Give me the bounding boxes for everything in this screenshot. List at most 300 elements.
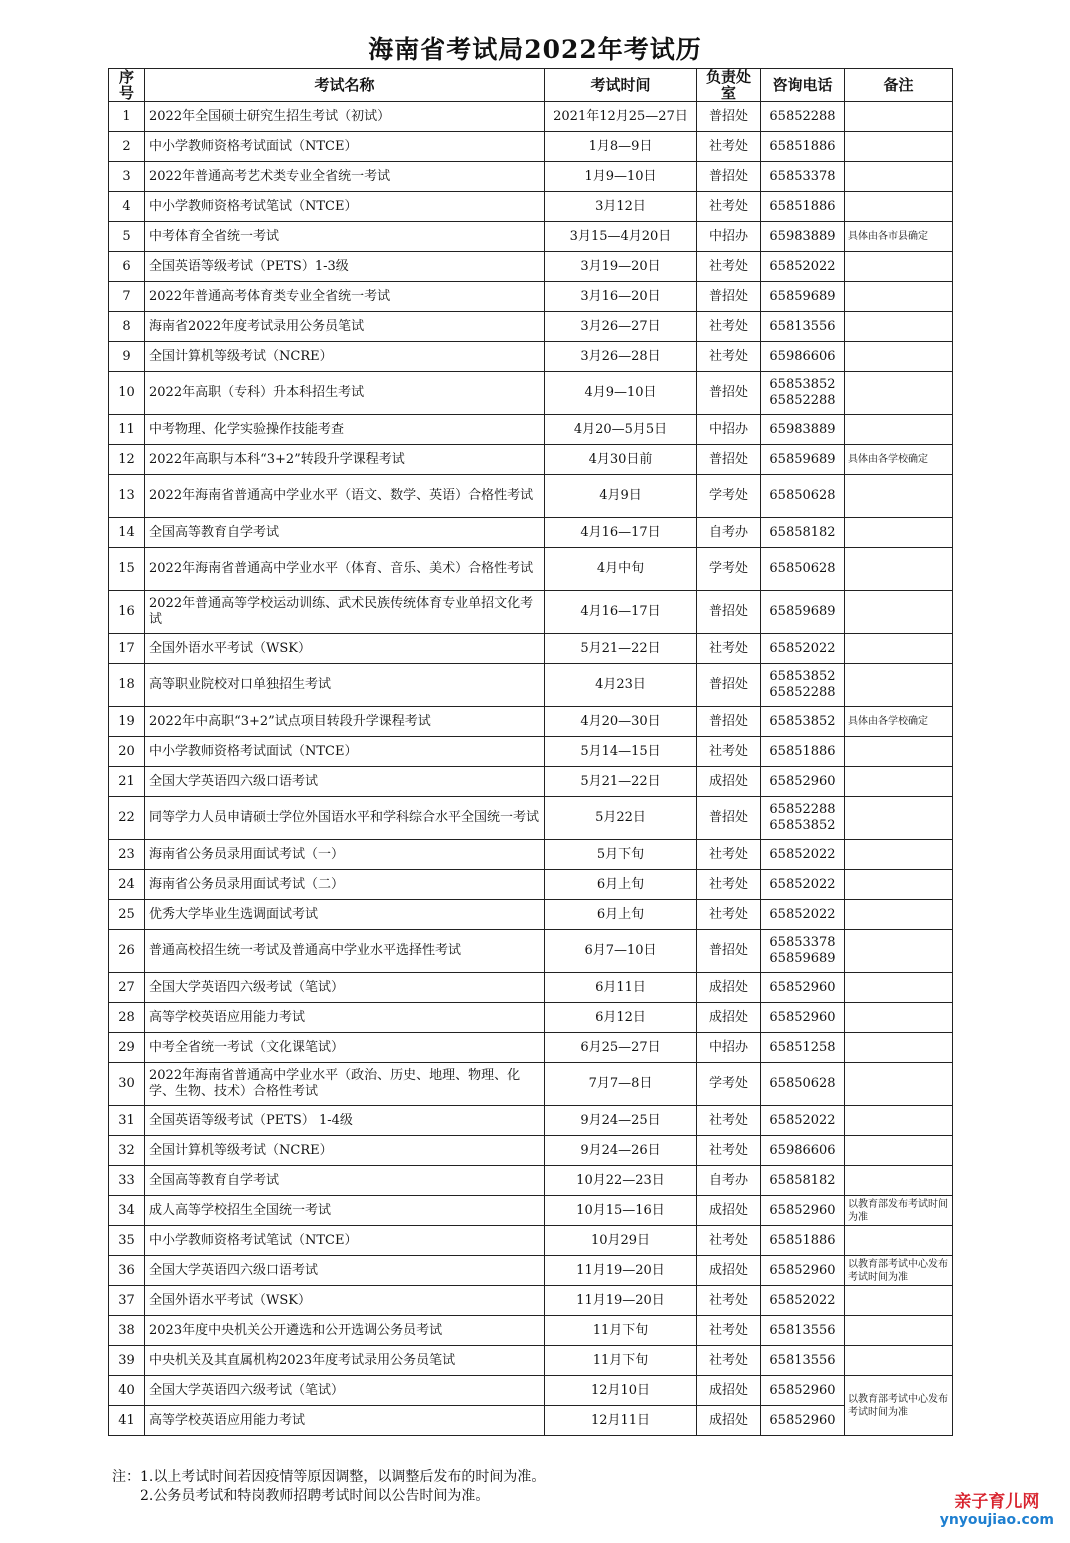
table-header-row [109, 69, 953, 102]
exam-name: 普通高校招生统一考试及普通高中学业水平选择性考试 [145, 930, 545, 973]
phone-number: 65859689 [769, 288, 836, 304]
exam-time: 11月19—20日 [545, 1256, 697, 1286]
phone-number: 65859689 [769, 951, 836, 966]
row-no: 31 [109, 1106, 145, 1136]
exam-name: 全国外语水平考试（WSK） [145, 634, 545, 664]
office: 社考处 [697, 1346, 761, 1376]
note: 具体由各学校确定 [845, 707, 953, 737]
table-row [109, 930, 953, 973]
office: 社考处 [697, 1286, 761, 1316]
table-row [109, 1196, 953, 1226]
exam-time: 4月30日前 [545, 445, 697, 475]
phone-cell [761, 634, 845, 664]
table-row [109, 1063, 953, 1106]
phone-cell [761, 475, 845, 518]
office: 社考处 [697, 870, 761, 900]
row-no: 22 [109, 797, 145, 840]
exam-time: 4月20—30日 [545, 707, 697, 737]
phone-number: 65850628 [769, 1076, 836, 1091]
phone-number: 65859689 [769, 604, 836, 619]
exam-time: 6月上旬 [545, 900, 697, 930]
phone-cell [761, 973, 845, 1003]
phone-number: 65853378 [769, 935, 836, 950]
row-no: 15 [109, 548, 145, 591]
note [845, 1063, 953, 1106]
phone-number: 65852288 [769, 108, 836, 124]
row-no: 33 [109, 1166, 145, 1196]
office: 社考处 [697, 737, 761, 767]
exam-time: 4月16—17日 [545, 591, 697, 634]
exam-time: 5月下旬 [545, 840, 697, 870]
phone-number: 65852022 [769, 1112, 836, 1128]
table-row [109, 1033, 953, 1063]
exam-name: 全国计算机等级考试（NCRE） [145, 1136, 545, 1166]
phone-number: 65813556 [769, 1352, 836, 1368]
phone-cell [761, 767, 845, 797]
phone-cell [761, 870, 845, 900]
exam-time: 10月15—16日 [545, 1196, 697, 1226]
table-row [109, 415, 953, 445]
phone-number: 65813556 [769, 318, 836, 334]
exam-calendar-table [108, 68, 953, 1436]
exam-name: 海南省公务员录用面试考试（二） [145, 870, 545, 900]
table-row [109, 1106, 953, 1136]
exam-name: 2023年度中央机关公开遴选和公开选调公务员考试 [145, 1316, 545, 1346]
phone-cell [761, 445, 845, 475]
note [845, 162, 953, 192]
phone-cell [761, 840, 845, 870]
table-row [109, 1286, 953, 1316]
note [845, 252, 953, 282]
table-row [109, 548, 953, 591]
note [845, 870, 953, 900]
phone-number: 65813556 [769, 1322, 836, 1338]
phone-number: 65852288 [769, 393, 836, 408]
table-row [109, 445, 953, 475]
phone-number: 65986606 [769, 1142, 836, 1158]
phone-number: 65852022 [769, 876, 836, 892]
row-no: 30 [109, 1063, 145, 1106]
note [845, 737, 953, 767]
note [845, 767, 953, 797]
phone-cell [761, 591, 845, 634]
exam-name: 高等职业院校对口单独招生考试 [145, 664, 545, 707]
office: 中招办 [697, 1033, 761, 1063]
office: 自考办 [697, 1166, 761, 1196]
exam-time: 1月8—9日 [545, 132, 697, 162]
footnote-2: 2.公务员考试和特岗教师招聘考试时间以公告时间为准。 [112, 1488, 490, 1504]
office: 成招处 [697, 1376, 761, 1406]
exam-name: 全国英语等级考试（PETS） 1-4级 [145, 1106, 545, 1136]
phone-number: 65852022 [769, 906, 836, 922]
table-row [109, 132, 953, 162]
office: 中招办 [697, 222, 761, 252]
table-row [109, 1166, 953, 1196]
office: 普招处 [697, 282, 761, 312]
phone-number: 65852960 [769, 979, 836, 995]
table-row [109, 591, 953, 634]
phone-number: 65850628 [769, 561, 836, 576]
phone-number: 65853852 [769, 818, 836, 833]
exam-name: 高等学校英语应用能力考试 [145, 1003, 545, 1033]
table-row [109, 1226, 953, 1256]
exam-time: 1月9—10日 [545, 162, 697, 192]
note [845, 1003, 953, 1033]
exam-name: 2022年海南省普通高中学业水平（政治、历史、地理、物理、化学、生物、技术）合格性考试 [145, 1063, 545, 1106]
row-no: 24 [109, 870, 145, 900]
exam-time: 4月9日 [545, 475, 697, 518]
phone-number: 65858182 [769, 524, 836, 540]
table-row [109, 1316, 953, 1346]
note: 以教育部发布考试时间为准 [845, 1196, 953, 1226]
exam-name: 全国计算机等级考试（NCRE） [145, 342, 545, 372]
phone-cell [761, 1003, 845, 1033]
office: 社考处 [697, 1226, 761, 1256]
exam-time: 9月24—26日 [545, 1136, 697, 1166]
row-no: 17 [109, 634, 145, 664]
row-no: 23 [109, 840, 145, 870]
note [845, 591, 953, 634]
phone-cell [761, 222, 845, 252]
note [845, 1346, 953, 1376]
exam-name: 全国大学英语四六级口语考试 [145, 767, 545, 797]
table-row [109, 342, 953, 372]
exam-time: 12月11日 [545, 1406, 697, 1436]
phone-cell [761, 342, 845, 372]
exam-time: 5月21—22日 [545, 767, 697, 797]
office: 普招处 [697, 664, 761, 707]
phone-cell [761, 252, 845, 282]
row-no: 35 [109, 1226, 145, 1256]
note: 具体由各学校确定 [845, 445, 953, 475]
exam-time: 10月29日 [545, 1226, 697, 1256]
exam-time: 3月19—20日 [545, 252, 697, 282]
phone-cell [761, 664, 845, 707]
header-phone: 咨询电话 [761, 69, 845, 102]
row-no: 1 [109, 102, 145, 132]
office: 社考处 [697, 252, 761, 282]
exam-name: 中小学教师资格考试面试（NTCE） [145, 737, 545, 767]
watermark-line1: 亲子育儿网 [954, 1492, 1040, 1512]
office: 社考处 [697, 1136, 761, 1166]
note [845, 1136, 953, 1166]
table-row [109, 900, 953, 930]
office: 中招办 [697, 415, 761, 445]
note [845, 518, 953, 548]
exam-time: 6月12日 [545, 1003, 697, 1033]
phone-cell [761, 1256, 845, 1286]
row-no: 21 [109, 767, 145, 797]
exam-name: 全国大学英语四六级考试（笔试） [145, 973, 545, 1003]
note [845, 1033, 953, 1063]
phone-number: 65852960 [769, 1382, 836, 1398]
exam-name: 2022年高职（专科）升本科招生考试 [145, 372, 545, 415]
note [845, 102, 953, 132]
phone-number: 65983889 [769, 228, 836, 244]
phone-number: 65851886 [769, 198, 836, 214]
office: 成招处 [697, 1256, 761, 1286]
phone-number: 65852288 [769, 802, 836, 817]
table-row [109, 1136, 953, 1166]
exam-name: 全国高等教育自学考试 [145, 518, 545, 548]
phone-number: 65853852 [769, 669, 836, 684]
table-row [109, 222, 953, 252]
table-row [109, 192, 953, 222]
table-body [109, 102, 953, 1436]
exam-time: 6月25—27日 [545, 1033, 697, 1063]
row-no: 2 [109, 132, 145, 162]
phone-cell [761, 1406, 845, 1436]
row-no: 16 [109, 591, 145, 634]
note [845, 930, 953, 973]
row-no: 26 [109, 930, 145, 973]
exam-time: 4月9—10日 [545, 372, 697, 415]
office: 社考处 [697, 132, 761, 162]
exam-name: 全国高等教育自学考试 [145, 1166, 545, 1196]
phone-number: 65851258 [769, 1039, 836, 1055]
exam-name: 全国大学英语四六级口语考试 [145, 1256, 545, 1286]
phone-cell [761, 930, 845, 973]
exam-name: 成人高等学校招生全国统一考试 [145, 1196, 545, 1226]
phone-number: 65851886 [769, 743, 836, 759]
phone-cell [761, 372, 845, 415]
table-row [109, 1376, 953, 1406]
row-no: 32 [109, 1136, 145, 1166]
phone-cell [761, 102, 845, 132]
note [845, 634, 953, 664]
phone-number: 65850628 [769, 488, 836, 503]
exam-name: 2022年海南省普通高中学业水平（语文、数学、英语）合格性考试 [145, 475, 545, 518]
watermark-logo [940, 1493, 1054, 1529]
exam-name: 2022年全国硕士研究生招生考试（初试） [145, 102, 545, 132]
table-row [109, 973, 953, 1003]
phone-number: 65852022 [769, 846, 836, 862]
exam-time: 11月19—20日 [545, 1286, 697, 1316]
note [845, 664, 953, 707]
phone-number: 65858182 [769, 1172, 836, 1188]
note [845, 548, 953, 591]
phone-number: 65851886 [769, 138, 836, 154]
exam-time: 5月22日 [545, 797, 697, 840]
note [845, 1106, 953, 1136]
row-no: 8 [109, 312, 145, 342]
note: 以教育部考试中心发布考试时间为准 [845, 1256, 953, 1286]
exam-time: 4月23日 [545, 664, 697, 707]
office: 普招处 [697, 162, 761, 192]
phone-cell [761, 737, 845, 767]
table-row [109, 252, 953, 282]
office: 学考处 [697, 548, 761, 591]
row-no: 37 [109, 1286, 145, 1316]
phone-cell [761, 1286, 845, 1316]
phone-cell [761, 797, 845, 840]
office: 社考处 [697, 1316, 761, 1346]
phone-number: 65852022 [769, 258, 836, 274]
phone-number: 65852960 [769, 1202, 836, 1218]
table-row [109, 282, 953, 312]
note: 具体由各市县确定 [845, 222, 953, 252]
note [845, 342, 953, 372]
table-row [109, 1003, 953, 1033]
office: 普招处 [697, 445, 761, 475]
footnotes [112, 1468, 545, 1506]
note [845, 312, 953, 342]
phone-cell [761, 132, 845, 162]
phone-number: 65852960 [769, 1009, 836, 1025]
office: 自考办 [697, 518, 761, 548]
row-no: 14 [109, 518, 145, 548]
row-no: 5 [109, 222, 145, 252]
office: 社考处 [697, 900, 761, 930]
exam-time: 3月26—28日 [545, 342, 697, 372]
exam-time: 9月24—25日 [545, 1106, 697, 1136]
note [845, 973, 953, 1003]
table-row [109, 797, 953, 840]
office: 普招处 [697, 707, 761, 737]
office: 学考处 [697, 1063, 761, 1106]
phone-number: 65852022 [769, 640, 836, 656]
phone-cell [761, 1136, 845, 1166]
note [845, 900, 953, 930]
note [845, 1316, 953, 1346]
exam-name: 2022年海南省普通高中学业水平（体育、音乐、美术）合格性考试 [145, 548, 545, 591]
exam-time: 3月12日 [545, 192, 697, 222]
exam-time: 6月7—10日 [545, 930, 697, 973]
office: 成招处 [697, 973, 761, 1003]
row-no: 4 [109, 192, 145, 222]
note [845, 1226, 953, 1256]
header-note: 备注 [845, 69, 953, 102]
table-row [109, 1256, 953, 1286]
exam-time: 11月下旬 [545, 1316, 697, 1346]
note: 以教育部考试中心发布考试时间为准 [845, 1376, 953, 1436]
phone-number: 65852960 [769, 1262, 836, 1278]
table-row [109, 102, 953, 132]
note [845, 840, 953, 870]
exam-time: 3月15—4月20日 [545, 222, 697, 252]
exam-name: 2022年普通高等学校运动训练、武术民族传统体育专业单招文化考试 [145, 591, 545, 634]
phone-number: 65853378 [769, 168, 836, 184]
row-no: 39 [109, 1346, 145, 1376]
exam-name: 2022年普通高考体育类专业全省统一考试 [145, 282, 545, 312]
table-row [109, 737, 953, 767]
row-no: 3 [109, 162, 145, 192]
exam-name: 全国大学英语四六级考试（笔试） [145, 1376, 545, 1406]
phone-number: 65853852 [769, 713, 836, 729]
phone-cell [761, 1106, 845, 1136]
exam-time: 3月26—27日 [545, 312, 697, 342]
office: 普招处 [697, 102, 761, 132]
phone-cell [761, 1346, 845, 1376]
exam-name: 中央机关及其直属机构2023年度考试录用公务员笔试 [145, 1346, 545, 1376]
phone-cell [761, 1033, 845, 1063]
row-no: 28 [109, 1003, 145, 1033]
row-no: 19 [109, 707, 145, 737]
row-no: 12 [109, 445, 145, 475]
row-no: 38 [109, 1316, 145, 1346]
exam-time: 6月11日 [545, 973, 697, 1003]
phone-cell [761, 1226, 845, 1256]
office: 成招处 [697, 1406, 761, 1436]
note [845, 797, 953, 840]
exam-name: 优秀大学毕业生选调面试考试 [145, 900, 545, 930]
phone-cell [761, 1196, 845, 1226]
exam-time: 4月中旬 [545, 548, 697, 591]
exam-name: 2022年普通高考艺术类专业全省统一考试 [145, 162, 545, 192]
phone-cell [761, 1376, 845, 1406]
exam-time: 6月上旬 [545, 870, 697, 900]
exam-name: 海南省2022年度考试录用公务员笔试 [145, 312, 545, 342]
row-no: 36 [109, 1256, 145, 1286]
phone-number: 65986606 [769, 348, 836, 364]
row-no: 11 [109, 415, 145, 445]
row-no: 9 [109, 342, 145, 372]
header-exam-time: 考试时间 [545, 69, 697, 102]
header-no: 序号 [109, 69, 145, 102]
phone-cell [761, 312, 845, 342]
exam-name: 中考全省统一考试（文化课笔试） [145, 1033, 545, 1063]
phone-cell [761, 415, 845, 445]
phone-cell [761, 282, 845, 312]
exam-time: 4月20—5月5日 [545, 415, 697, 445]
phone-number: 65852022 [769, 1292, 836, 1308]
phone-cell [761, 518, 845, 548]
exam-name: 2022年高职与本科“3+2”转段升学课程考试 [145, 445, 545, 475]
office: 普招处 [697, 930, 761, 973]
exam-name: 中考体育全省统一考试 [145, 222, 545, 252]
table-row [109, 707, 953, 737]
phone-number: 65859689 [769, 451, 836, 467]
office: 成招处 [697, 1003, 761, 1033]
row-no: 41 [109, 1406, 145, 1436]
exam-time: 5月14—15日 [545, 737, 697, 767]
row-no: 10 [109, 372, 145, 415]
phone-cell [761, 900, 845, 930]
footnote-1: 注：1.以上考试时间若因疫情等原因调整，以调整后发布的时间为准。 [112, 1469, 546, 1485]
header-exam-name: 考试名称 [145, 69, 545, 102]
office: 成招处 [697, 767, 761, 797]
note [845, 372, 953, 415]
phone-cell [761, 1166, 845, 1196]
exam-time: 7月7—8日 [545, 1063, 697, 1106]
exam-name: 全国英语等级考试（PETS）1-3级 [145, 252, 545, 282]
office: 普招处 [697, 591, 761, 634]
office: 普招处 [697, 372, 761, 415]
row-no: 27 [109, 973, 145, 1003]
note [845, 415, 953, 445]
note [845, 282, 953, 312]
exam-name: 全国外语水平考试（WSK） [145, 1286, 545, 1316]
phone-cell [761, 1063, 845, 1106]
row-no: 34 [109, 1196, 145, 1226]
exam-name: 中小学教师资格考试面试（NTCE） [145, 132, 545, 162]
header-office: 负责处室 [697, 69, 761, 102]
table-row [109, 372, 953, 415]
exam-name: 2022年中高职“3+2”试点项目转段升学课程考试 [145, 707, 545, 737]
note [845, 192, 953, 222]
row-no: 29 [109, 1033, 145, 1063]
exam-time: 11月下旬 [545, 1346, 697, 1376]
page-title: 海南省考试局2022年考试历 [368, 35, 702, 64]
exam-name: 中考物理、化学实验操作技能考查 [145, 415, 545, 445]
phone-cell [761, 707, 845, 737]
phone-cell [761, 192, 845, 222]
office: 成招处 [697, 1196, 761, 1226]
exam-time: 10月22—23日 [545, 1166, 697, 1196]
note [845, 1166, 953, 1196]
note [845, 1286, 953, 1316]
phone-number: 65853852 [769, 377, 836, 392]
